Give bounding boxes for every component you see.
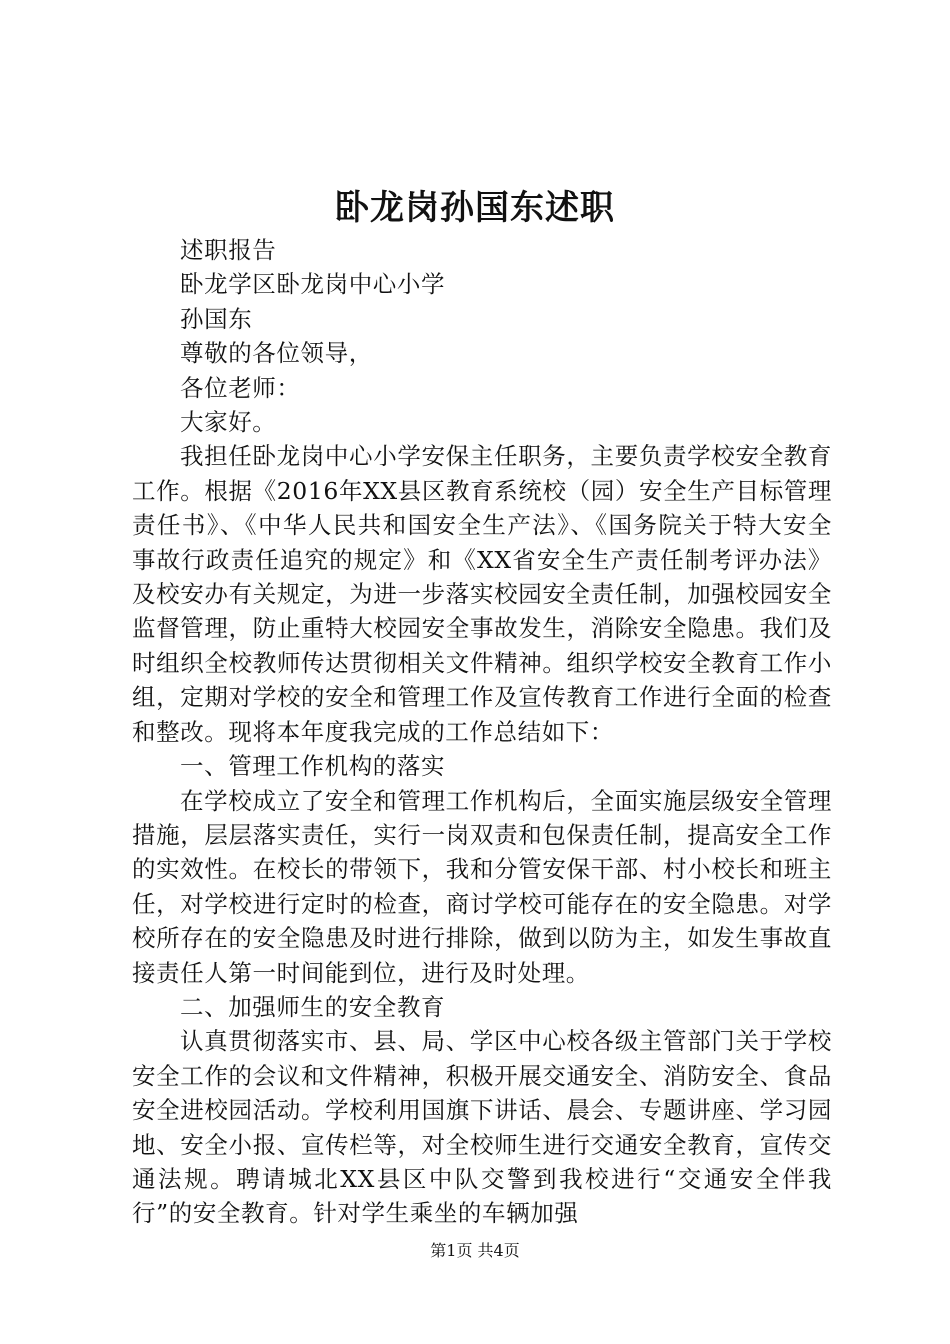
- report-label: 述职报告: [180, 236, 277, 264]
- section-heading-1: 一、管理工作机构的落实: [180, 752, 446, 781]
- paragraph-section-2: 认真贯彻落实市、县、局、学区中心校各级主管部门关于学校安全工作的会议和文件精神，积极开展交通安全、消防安全、食品安全进校园活动。学校利用国旗下讲话、晨会、专题讲座、学习园地、安全小报、宣传栏等，对全校师生进行交通安全教育，宣传交通法规。聘请城北XX县区中队交警到我校进行“交通安全伴我行”的安全教育。针对学生乘坐的车辆加强: [132, 1027, 832, 1228]
- salutation-teachers: 各位老师：: [180, 373, 301, 402]
- paragraph-section-1: 在学校成立了安全和管理工作机构后，全面实施层级安全管理措施，层层落实责任，实行一岗双责和包保责任制，提高安全工作的实效性。在校长的带领下，我和分管安保干部、村小校长和班主任，对学校进行定时的检查，商讨学校可能存在的安全隐患。对学校所存在的安全隐患及时进行排除，做到以防为主，如发生事故直接责任人第一时间能到位，进行及时处理。: [132, 786, 832, 987]
- section-heading-2: 二、加强师生的安全教育: [180, 992, 446, 1021]
- author-name: 孙国东: [180, 304, 253, 333]
- salutation-leaders: 尊敬的各位领导，: [180, 339, 373, 368]
- document-body: [132, 233, 832, 1231]
- paragraph-intro: 我担任卧龙岗中心小学安保主任职务，主要负责学校安全教育工作。根据《2016年XX县区教育系统校（园）安全生产目标管理责任书》、《中华人民共和国安全生产法》、《国务院关于特大安全事故行政责任追究的规定》和《XX省安全生产责任制考评办法》及校安办有关规定，为进一步落实校园安全责任制，加强校园安全监督管理，防止重特大校园安全事故发生，消除安全隐患。我们及时组织全校教师传达贯彻相关文件精神。组织学校安全教育工作小组，定期对学校的安全和管理工作及宣传教育工作进行全面的检查和整改。现将本年度我完成的工作总结如下：: [132, 442, 832, 746]
- document-title: 卧龙岗孙国东述职: [335, 188, 615, 228]
- greeting: 大家好。: [180, 408, 277, 437]
- school-name: 卧龙学区卧龙岗中心小学: [180, 270, 446, 299]
- page-footer: 第1页 共4页: [430, 1241, 520, 1260]
